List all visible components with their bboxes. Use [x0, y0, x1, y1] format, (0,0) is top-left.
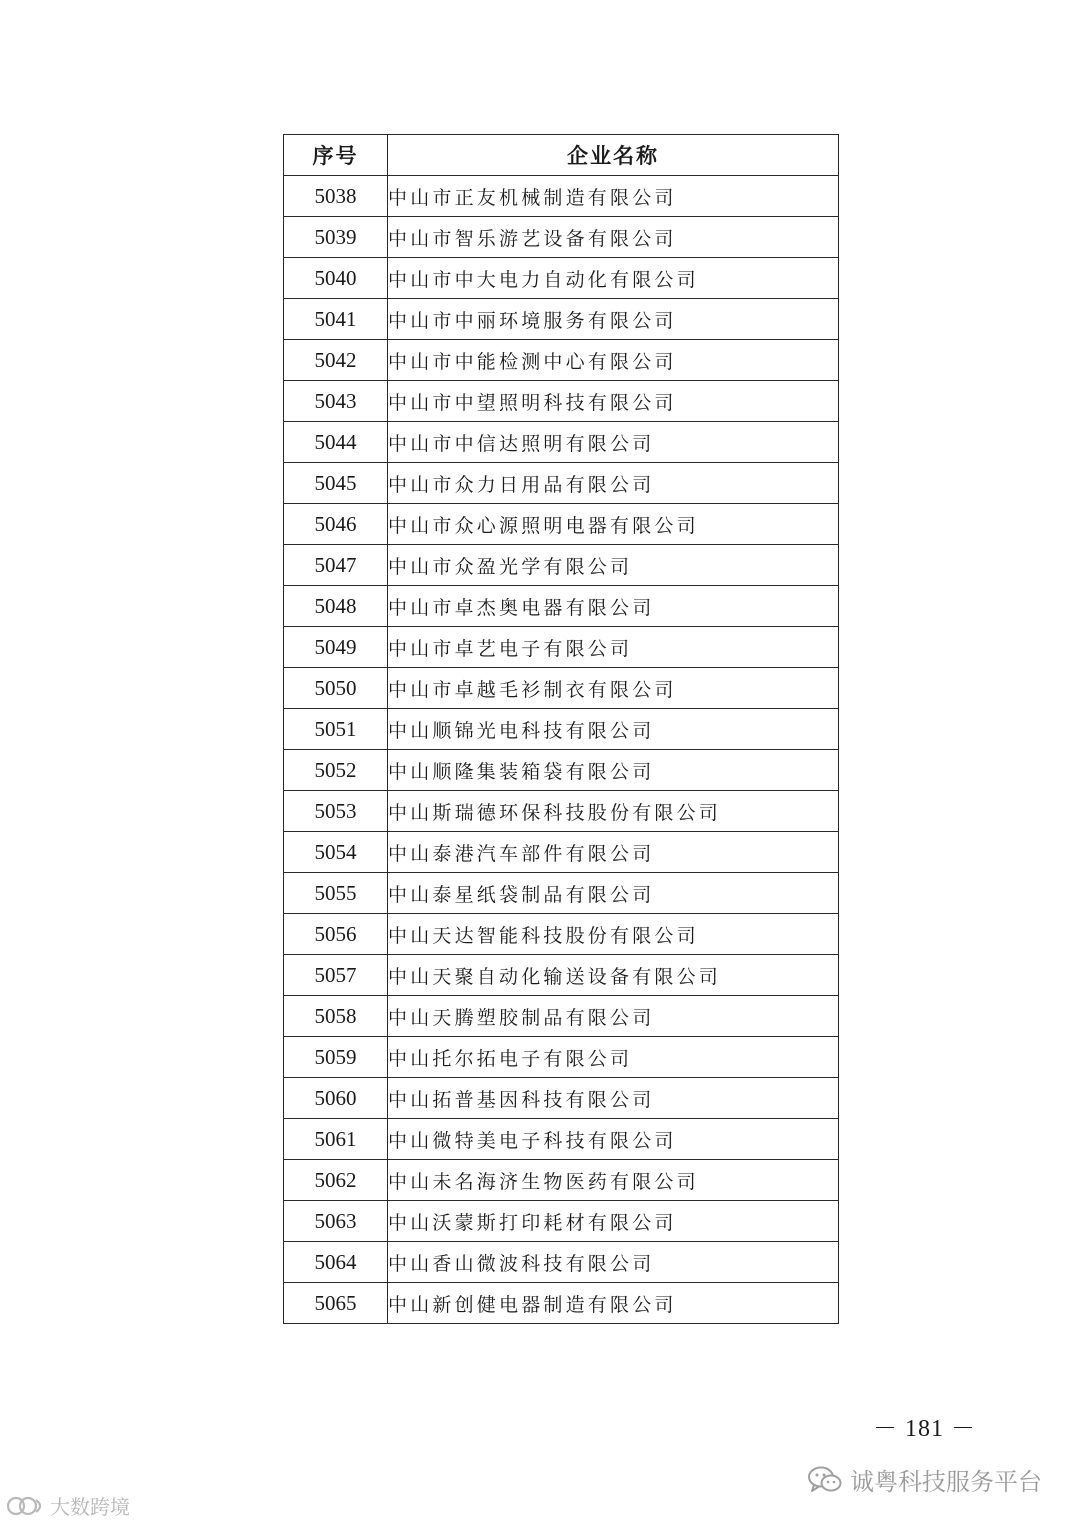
table-row [284, 1119, 839, 1160]
row-company-name: 中山市众力日用品有限公司 [388, 463, 839, 504]
table-row [284, 1160, 839, 1201]
table-row [284, 709, 839, 750]
table-row [284, 750, 839, 791]
table-row [284, 832, 839, 873]
row-seq: 5057 [284, 955, 388, 996]
row-seq: 5049 [284, 627, 388, 668]
row-company-name: 中山市卓艺电子有限公司 [388, 627, 839, 668]
row-company-name: 中山香山微波科技有限公司 [388, 1242, 839, 1283]
row-seq: 5050 [284, 668, 388, 709]
row-seq: 5059 [284, 1037, 388, 1078]
table-row [284, 504, 839, 545]
table-row [284, 668, 839, 709]
wechat-icon [808, 1466, 842, 1494]
row-company-name: 中山市正友机械制造有限公司 [388, 176, 839, 217]
table-row [284, 299, 839, 340]
row-seq: 5043 [284, 381, 388, 422]
row-company-name: 中山未名海济生物医药有限公司 [388, 1160, 839, 1201]
row-seq: 5056 [284, 914, 388, 955]
row-seq: 5055 [284, 873, 388, 914]
row-seq: 5040 [284, 258, 388, 299]
row-company-name: 中山泰港汽车部件有限公司 [388, 832, 839, 873]
table-row [284, 955, 839, 996]
watermark-wechat-text: 诚粤科技服务平台 [850, 1468, 1042, 1496]
row-company-name: 中山天腾塑胶制品有限公司 [388, 996, 839, 1037]
row-seq: 5038 [284, 176, 388, 217]
table-row [284, 340, 839, 381]
row-company-name: 中山市中丽环境服务有限公司 [388, 299, 839, 340]
row-company-name: 中山市中大电力自动化有限公司 [388, 258, 839, 299]
row-seq: 5048 [284, 586, 388, 627]
row-company-name: 中山拓普基因科技有限公司 [388, 1078, 839, 1119]
row-company-name: 中山顺隆集装箱袋有限公司 [388, 750, 839, 791]
watermark-wechat [808, 1462, 1042, 1497]
watermark-brand [6, 1491, 130, 1520]
row-seq: 5064 [284, 1242, 388, 1283]
row-company-name: 中山市卓越毛衫制衣有限公司 [388, 668, 839, 709]
table-row [284, 586, 839, 627]
table-row [284, 463, 839, 504]
table-row [284, 1242, 839, 1283]
row-seq: 5054 [284, 832, 388, 873]
row-company-name: 中山沃蒙斯打印耗材有限公司 [388, 1201, 839, 1242]
row-seq: 5047 [284, 545, 388, 586]
row-company-name: 中山新创健电器制造有限公司 [388, 1283, 839, 1324]
company-table [283, 134, 839, 1324]
table-row [284, 873, 839, 914]
header-company-name: 企业名称 [388, 135, 839, 176]
row-company-name: 中山市众盈光学有限公司 [388, 545, 839, 586]
table-row [284, 1283, 839, 1324]
row-seq: 5060 [284, 1078, 388, 1119]
row-company-name: 中山天达智能科技股份有限公司 [388, 914, 839, 955]
row-company-name: 中山泰星纸袋制品有限公司 [388, 873, 839, 914]
row-seq: 5039 [284, 217, 388, 258]
table-row [284, 545, 839, 586]
table-row [284, 176, 839, 217]
row-company-name: 中山市智乐游艺设备有限公司 [388, 217, 839, 258]
row-company-name: 中山托尔拓电子有限公司 [388, 1037, 839, 1078]
table-row [284, 1078, 839, 1119]
table-row [284, 381, 839, 422]
table-header-row [284, 135, 839, 176]
table-row [284, 258, 839, 299]
row-seq: 5042 [284, 340, 388, 381]
table-row [284, 217, 839, 258]
row-company-name: 中山市中能检测中心有限公司 [388, 340, 839, 381]
row-seq: 5063 [284, 1201, 388, 1242]
row-company-name: 中山市中信达照明有限公司 [388, 422, 839, 463]
logo-icon [6, 1494, 46, 1518]
row-seq: 5061 [284, 1119, 388, 1160]
row-seq: 5053 [284, 791, 388, 832]
row-seq: 5041 [284, 299, 388, 340]
row-company-name: 中山顺锦光电科技有限公司 [388, 709, 839, 750]
page-number: － 181 － [873, 1416, 976, 1442]
row-company-name: 中山斯瑞德环保科技股份有限公司 [388, 791, 839, 832]
table-row [284, 1201, 839, 1242]
table-row [284, 791, 839, 832]
table-row [284, 627, 839, 668]
table-row [284, 1037, 839, 1078]
table-row [284, 996, 839, 1037]
row-company-name: 中山市众心源照明电器有限公司 [388, 504, 839, 545]
row-company-name: 中山微特美电子科技有限公司 [388, 1119, 839, 1160]
table-row [284, 914, 839, 955]
row-seq: 5058 [284, 996, 388, 1037]
header-seq: 序号 [284, 135, 388, 176]
table-body [284, 176, 839, 1324]
row-company-name: 中山市中望照明科技有限公司 [388, 381, 839, 422]
table-row [284, 422, 839, 463]
row-seq: 5065 [284, 1283, 388, 1324]
row-seq: 5046 [284, 504, 388, 545]
row-seq: 5052 [284, 750, 388, 791]
watermark-brand-text: 大数跨境 [50, 1495, 130, 1519]
row-seq: 5044 [284, 422, 388, 463]
row-company-name: 中山市卓杰奥电器有限公司 [388, 586, 839, 627]
row-seq: 5062 [284, 1160, 388, 1201]
row-seq: 5045 [284, 463, 388, 504]
row-company-name: 中山天聚自动化输送设备有限公司 [388, 955, 839, 996]
row-seq: 5051 [284, 709, 388, 750]
